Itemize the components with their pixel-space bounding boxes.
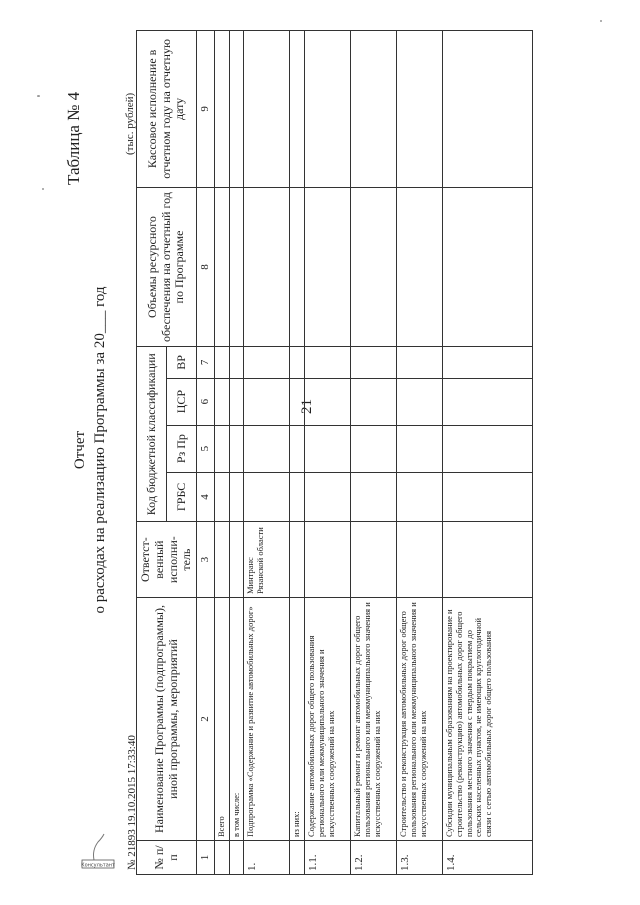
row-responsible (397, 522, 443, 598)
row-num (290, 841, 305, 875)
col-number: 4 (197, 472, 215, 522)
report-table (136, 30, 533, 875)
report-subtitle: о расходах на реализацию Программы за 20___ год (92, 286, 108, 614)
units-label: (тыс. рублей) (124, 92, 136, 155)
row-name: из них: (290, 598, 305, 841)
report-title: Отчет (72, 430, 88, 470)
col-number: 7 (197, 347, 215, 378)
row-responsible (290, 522, 305, 598)
row-name: Подпрограмма «Содержание и развитие автомобильных дорог» (244, 598, 290, 841)
header-name: Наименование Программы (подпрограммы), иной программы, мероприятий (137, 598, 197, 841)
row-name: Субсидии муниципальным образованиям на проектирование и строительство (реконструкцию) автомобильных дорог общего пользования местного значения с твердым покрытием до сельских населенных пунктов, не имеющих круглогодичной связи с сетью автомобильных дорог общего пользования (443, 598, 533, 841)
col-number: 1 (197, 841, 215, 875)
row-num: 1.4. (443, 841, 533, 875)
header-rzpr: Рз Пр (167, 425, 197, 472)
row-responsible: Минтранс Рязанской области (244, 522, 290, 598)
row-num (214, 841, 229, 875)
table-caption: Таблица № 4 (64, 91, 83, 185)
header-grbs: ГРБС (167, 472, 197, 522)
table-row (229, 31, 244, 875)
col-number: 3 (197, 522, 215, 598)
header-csr: ЦСР (167, 378, 197, 425)
table-row (443, 31, 533, 875)
row-name: в том числе: (229, 598, 244, 841)
row-responsible (229, 522, 244, 598)
col-number: 8 (197, 187, 215, 346)
row-responsible (305, 522, 351, 598)
document-footer: № 21893 19.10.2015 17:33:40 (126, 735, 138, 870)
row-num: 1. (244, 841, 290, 875)
row-responsible (351, 522, 397, 598)
landscape-document (58, 25, 618, 875)
header-num: № п/п (137, 841, 197, 875)
row-num: 1.2. (351, 841, 397, 875)
row-num (229, 841, 244, 875)
row-name: Содержание автомобильных дорог общего пользования регионального или межмуниципального значения и искусственных сооружений на них (305, 598, 351, 841)
header-responsible: Ответст-венный исполни-тель (137, 522, 197, 598)
row-name: Капитальный ремонт и ремонт автомобильных дорог общего пользования регионального или межмуниципального значения и искусственных сооружений на них (351, 598, 397, 841)
header-execution: Кассовое исполнение в отчетном году на отчетную дату (137, 31, 197, 188)
col-number: 5 (197, 425, 215, 472)
table-row (214, 31, 229, 875)
header-vr: ВР (167, 347, 197, 378)
header-numbers-row (197, 31, 215, 875)
page-number: 21 (299, 399, 315, 414)
row-responsible (443, 522, 533, 598)
header-budget-code: Код бюджетной классификации (137, 347, 167, 522)
stamp-label: Консультант (81, 862, 115, 869)
row-num: 1.1. (305, 841, 351, 875)
row-responsible (214, 522, 229, 598)
table-row (351, 31, 397, 875)
col-number: 6 (197, 378, 215, 425)
table-row (290, 31, 305, 875)
consultant-stamp-icon (80, 830, 116, 872)
row-name: Строительство и реконструкция автомобильных дорог общего пользования регионального или межмуниципального значения и искусственных сооружений на них (397, 598, 443, 841)
table-row (397, 31, 443, 875)
table-row (244, 31, 290, 875)
header-resources: Объемы ресурсного обеспечения на отчетный год по Программе (137, 187, 197, 346)
col-number: 9 (197, 31, 215, 188)
table-row (305, 31, 351, 875)
col-number: 2 (197, 598, 215, 841)
row-name: Всего (214, 598, 229, 841)
row-num: 1.3. (397, 841, 443, 875)
